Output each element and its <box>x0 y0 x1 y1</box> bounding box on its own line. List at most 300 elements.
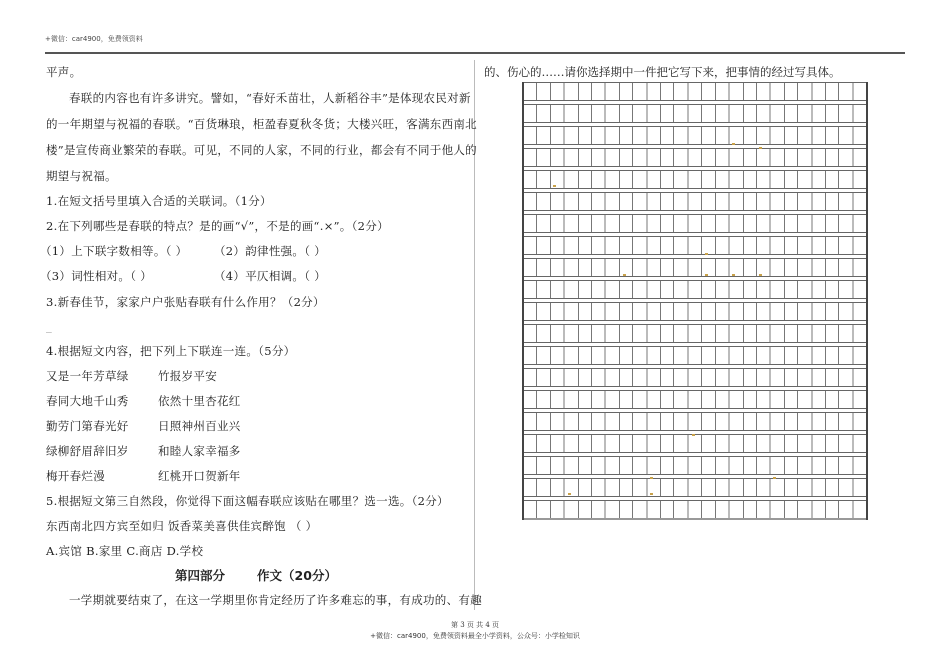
grid-cell[interactable] <box>633 501 647 518</box>
grid-cell[interactable] <box>633 391 647 408</box>
grid-cell[interactable] <box>592 215 606 232</box>
grid-cell[interactable] <box>730 281 743 298</box>
grid-cell[interactable] <box>716 435 730 452</box>
grid-cell[interactable] <box>524 303 537 320</box>
grid-cell[interactable] <box>744 127 757 144</box>
grid-cell[interactable] <box>702 237 715 254</box>
grid-cell[interactable] <box>565 413 578 430</box>
grid-cell[interactable] <box>606 501 619 518</box>
grid-cell[interactable] <box>839 457 853 474</box>
grid-cell[interactable] <box>716 479 730 496</box>
grid-cell[interactable] <box>606 193 619 210</box>
grid-cell[interactable] <box>661 479 674 496</box>
grid-cell[interactable] <box>689 149 702 166</box>
grid-cell[interactable] <box>592 171 606 188</box>
grid-cell[interactable] <box>716 369 730 386</box>
grid-cell[interactable] <box>730 347 743 364</box>
grid-cell[interactable] <box>689 259 702 276</box>
grid-cell[interactable] <box>537 259 550 276</box>
grid-cell[interactable] <box>702 435 715 452</box>
grid-cell[interactable] <box>661 457 674 474</box>
grid-cell[interactable] <box>661 171 674 188</box>
grid-cell[interactable] <box>716 501 730 518</box>
grid-cell[interactable] <box>606 237 619 254</box>
grid-cell[interactable] <box>565 105 578 122</box>
grid-cell[interactable] <box>730 83 743 100</box>
grid-cell[interactable] <box>606 457 619 474</box>
grid-cell[interactable] <box>661 83 674 100</box>
grid-cell[interactable] <box>551 83 565 100</box>
grid-cell[interactable] <box>771 369 784 386</box>
grid-cell[interactable] <box>689 171 702 188</box>
grid-cell[interactable] <box>744 303 757 320</box>
grid-cell[interactable] <box>633 105 647 122</box>
grid-cell[interactable] <box>771 325 784 342</box>
grid-cell[interactable] <box>674 501 688 518</box>
grid-cell[interactable] <box>606 347 619 364</box>
grid-cell[interactable] <box>620 325 633 342</box>
grid-cell[interactable] <box>813 391 826 408</box>
grid-cell[interactable] <box>661 215 674 232</box>
grid-cell[interactable] <box>579 391 592 408</box>
grid-cell[interactable] <box>757 325 771 342</box>
grid-cell[interactable] <box>537 83 550 100</box>
grid-cell[interactable] <box>579 369 592 386</box>
grid-cell[interactable] <box>674 83 688 100</box>
grid-cell[interactable] <box>579 281 592 298</box>
grid-cell[interactable] <box>771 303 784 320</box>
writing-grid[interactable] <box>522 82 868 520</box>
grid-cell[interactable] <box>537 149 550 166</box>
grid-cell[interactable] <box>771 391 784 408</box>
grid-cell[interactable] <box>633 127 647 144</box>
grid-cell[interactable] <box>689 347 702 364</box>
grid-cell[interactable] <box>839 369 853 386</box>
grid-cell[interactable] <box>661 435 674 452</box>
grid-cell[interactable] <box>565 171 578 188</box>
grid-cell[interactable] <box>730 435 743 452</box>
grid-cell[interactable] <box>744 259 757 276</box>
grid-cell[interactable] <box>771 501 784 518</box>
grid-cell[interactable] <box>537 369 550 386</box>
grid-cell[interactable] <box>826 149 839 166</box>
grid-cell[interactable] <box>826 369 839 386</box>
grid-cell[interactable] <box>565 215 578 232</box>
grid-cell[interactable] <box>592 237 606 254</box>
grid-cell[interactable] <box>661 501 674 518</box>
grid-cell[interactable] <box>702 193 715 210</box>
grid-cell[interactable] <box>854 105 866 122</box>
grid-cell[interactable] <box>661 105 674 122</box>
grid-cell[interactable] <box>620 501 633 518</box>
grid-cell[interactable] <box>826 413 839 430</box>
grid-cell[interactable] <box>551 105 565 122</box>
grid-cell[interactable] <box>854 215 866 232</box>
grid-cell[interactable] <box>854 171 866 188</box>
grid-cell[interactable] <box>551 325 565 342</box>
grid-cell[interactable] <box>730 127 743 144</box>
grid-cell[interactable] <box>565 127 578 144</box>
grid-cell[interactable] <box>689 435 702 452</box>
grid-cell[interactable] <box>785 325 798 342</box>
grid-cell[interactable] <box>592 501 606 518</box>
grid-cell[interactable] <box>606 435 619 452</box>
grid-cell[interactable] <box>757 435 771 452</box>
grid-cell[interactable] <box>606 479 619 496</box>
grid-cell[interactable] <box>798 215 812 232</box>
grid-cell[interactable] <box>565 435 578 452</box>
grid-cell[interactable] <box>551 281 565 298</box>
grid-cell[interactable] <box>702 105 715 122</box>
grid-cell[interactable] <box>730 193 743 210</box>
grid-cell[interactable] <box>826 325 839 342</box>
grid-cell[interactable] <box>826 127 839 144</box>
grid-cell[interactable] <box>744 457 757 474</box>
grid-cell[interactable] <box>785 215 798 232</box>
grid-cell[interactable] <box>537 325 550 342</box>
grid-cell[interactable] <box>648 413 661 430</box>
grid-cell[interactable] <box>826 391 839 408</box>
grid-cell[interactable] <box>674 303 688 320</box>
grid-cell[interactable] <box>813 457 826 474</box>
grid-cell[interactable] <box>854 369 866 386</box>
grid-cell[interactable] <box>839 149 853 166</box>
grid-cell[interactable] <box>565 325 578 342</box>
grid-cell[interactable] <box>854 127 866 144</box>
grid-cell[interactable] <box>854 259 866 276</box>
grid-cell[interactable] <box>524 479 537 496</box>
grid-cell[interactable] <box>771 171 784 188</box>
grid-cell[interactable] <box>592 325 606 342</box>
grid-cell[interactable] <box>661 303 674 320</box>
grid-cell[interactable] <box>674 237 688 254</box>
grid-cell[interactable] <box>716 413 730 430</box>
grid-cell[interactable] <box>674 325 688 342</box>
grid-cell[interactable] <box>537 413 550 430</box>
grid-cell[interactable] <box>689 105 702 122</box>
grid-cell[interactable] <box>606 171 619 188</box>
grid-cell[interactable] <box>620 127 633 144</box>
grid-cell[interactable] <box>798 303 812 320</box>
grid-cell[interactable] <box>785 281 798 298</box>
grid-cell[interactable] <box>702 501 715 518</box>
grid-cell[interactable] <box>771 83 784 100</box>
grid-cell[interactable] <box>551 413 565 430</box>
grid-cell[interactable] <box>798 325 812 342</box>
grid-cell[interactable] <box>592 259 606 276</box>
grid-cell[interactable] <box>537 171 550 188</box>
grid-cell[interactable] <box>689 391 702 408</box>
grid-cell[interactable] <box>826 435 839 452</box>
grid-cell[interactable] <box>537 479 550 496</box>
grid-cell[interactable] <box>674 105 688 122</box>
grid-cell[interactable] <box>689 193 702 210</box>
grid-cell[interactable] <box>565 259 578 276</box>
grid-cell[interactable] <box>633 325 647 342</box>
grid-cell[interactable] <box>854 435 866 452</box>
grid-cell[interactable] <box>757 347 771 364</box>
grid-cell[interactable] <box>565 281 578 298</box>
grid-cell[interactable] <box>620 435 633 452</box>
grid-cell[interactable] <box>648 83 661 100</box>
grid-cell[interactable] <box>579 193 592 210</box>
grid-cell[interactable] <box>592 303 606 320</box>
grid-cell[interactable] <box>579 457 592 474</box>
grid-cell[interactable] <box>798 413 812 430</box>
grid-cell[interactable] <box>716 259 730 276</box>
grid-cell[interactable] <box>798 369 812 386</box>
grid-cell[interactable] <box>798 281 812 298</box>
grid-cell[interactable] <box>620 347 633 364</box>
grid-cell[interactable] <box>689 303 702 320</box>
grid-cell[interactable] <box>757 105 771 122</box>
grid-cell[interactable] <box>579 237 592 254</box>
grid-cell[interactable] <box>633 237 647 254</box>
grid-cell[interactable] <box>689 413 702 430</box>
grid-cell[interactable] <box>702 171 715 188</box>
grid-cell[interactable] <box>813 215 826 232</box>
grid-cell[interactable] <box>565 501 578 518</box>
grid-cell[interactable] <box>606 259 619 276</box>
grid-cell[interactable] <box>757 171 771 188</box>
grid-cell[interactable] <box>839 325 853 342</box>
grid-cell[interactable] <box>854 193 866 210</box>
grid-cell[interactable] <box>551 347 565 364</box>
grid-cell[interactable] <box>785 435 798 452</box>
grid-cell[interactable] <box>592 105 606 122</box>
grid-cell[interactable] <box>785 83 798 100</box>
grid-cell[interactable] <box>674 259 688 276</box>
grid-cell[interactable] <box>606 105 619 122</box>
grid-cell[interactable] <box>537 193 550 210</box>
grid-cell[interactable] <box>813 369 826 386</box>
grid-cell[interactable] <box>565 391 578 408</box>
grid-cell[interactable] <box>674 457 688 474</box>
grid-cell[interactable] <box>839 303 853 320</box>
grid-cell[interactable] <box>565 369 578 386</box>
grid-cell[interactable] <box>633 369 647 386</box>
grid-cell[interactable] <box>592 369 606 386</box>
grid-cell[interactable] <box>798 105 812 122</box>
grid-cell[interactable] <box>674 215 688 232</box>
grid-cell[interactable] <box>524 391 537 408</box>
grid-cell[interactable] <box>633 435 647 452</box>
grid-cell[interactable] <box>813 303 826 320</box>
grid-cell[interactable] <box>661 259 674 276</box>
grid-cell[interactable] <box>798 149 812 166</box>
grid-cell[interactable] <box>620 413 633 430</box>
grid-cell[interactable] <box>620 215 633 232</box>
grid-cell[interactable] <box>757 127 771 144</box>
grid-cell[interactable] <box>839 347 853 364</box>
grid-cell[interactable] <box>771 259 784 276</box>
grid-cell[interactable] <box>551 215 565 232</box>
grid-cell[interactable] <box>674 281 688 298</box>
grid-cell[interactable] <box>524 325 537 342</box>
grid-cell[interactable] <box>730 457 743 474</box>
grid-cell[interactable] <box>744 347 757 364</box>
grid-cell[interactable] <box>813 171 826 188</box>
grid-cell[interactable] <box>551 479 565 496</box>
grid-cell[interactable] <box>744 479 757 496</box>
grid-cell[interactable] <box>524 193 537 210</box>
grid-cell[interactable] <box>798 435 812 452</box>
grid-cell[interactable] <box>798 237 812 254</box>
grid-cell[interactable] <box>620 391 633 408</box>
grid-cell[interactable] <box>524 149 537 166</box>
grid-cell[interactable] <box>854 391 866 408</box>
grid-cell[interactable] <box>744 149 757 166</box>
grid-cell[interactable] <box>716 347 730 364</box>
grid-cell[interactable] <box>757 193 771 210</box>
grid-cell[interactable] <box>537 435 550 452</box>
grid-cell[interactable] <box>648 391 661 408</box>
grid-cell[interactable] <box>757 83 771 100</box>
grid-cell[interactable] <box>798 391 812 408</box>
grid-cell[interactable] <box>744 501 757 518</box>
grid-cell[interactable] <box>551 391 565 408</box>
grid-cell[interactable] <box>524 501 537 518</box>
grid-cell[interactable] <box>661 149 674 166</box>
grid-cell[interactable] <box>537 237 550 254</box>
grid-cell[interactable] <box>757 501 771 518</box>
grid-cell[interactable] <box>854 457 866 474</box>
grid-cell[interactable] <box>702 127 715 144</box>
grid-cell[interactable] <box>839 479 853 496</box>
grid-cell[interactable] <box>785 303 798 320</box>
grid-cell[interactable] <box>771 479 784 496</box>
grid-cell[interactable] <box>702 457 715 474</box>
grid-cell[interactable] <box>648 171 661 188</box>
grid-cell[interactable] <box>524 369 537 386</box>
grid-cell[interactable] <box>537 347 550 364</box>
grid-cell[interactable] <box>839 501 853 518</box>
grid-cell[interactable] <box>813 237 826 254</box>
grid-cell[interactable] <box>648 281 661 298</box>
grid-cell[interactable] <box>744 171 757 188</box>
grid-cell[interactable] <box>702 149 715 166</box>
grid-cell[interactable] <box>771 127 784 144</box>
grid-cell[interactable] <box>757 479 771 496</box>
grid-cell[interactable] <box>771 281 784 298</box>
grid-cell[interactable] <box>744 215 757 232</box>
grid-cell[interactable] <box>813 83 826 100</box>
grid-cell[interactable] <box>689 215 702 232</box>
grid-cell[interactable] <box>606 281 619 298</box>
grid-cell[interactable] <box>826 457 839 474</box>
grid-cell[interactable] <box>592 435 606 452</box>
grid-cell[interactable] <box>620 259 633 276</box>
grid-cell[interactable] <box>730 479 743 496</box>
grid-cell[interactable] <box>606 303 619 320</box>
grid-cell[interactable] <box>551 457 565 474</box>
grid-cell[interactable] <box>524 83 537 100</box>
grid-cell[interactable] <box>716 237 730 254</box>
grid-cell[interactable] <box>648 369 661 386</box>
grid-cell[interactable] <box>648 325 661 342</box>
grid-cell[interactable] <box>579 259 592 276</box>
grid-cell[interactable] <box>702 479 715 496</box>
grid-cell[interactable] <box>839 391 853 408</box>
grid-cell[interactable] <box>579 303 592 320</box>
grid-cell[interactable] <box>674 171 688 188</box>
grid-cell[interactable] <box>620 149 633 166</box>
grid-cell[interactable] <box>674 391 688 408</box>
grid-cell[interactable] <box>744 237 757 254</box>
grid-cell[interactable] <box>798 171 812 188</box>
grid-cell[interactable] <box>813 325 826 342</box>
grid-cell[interactable] <box>785 479 798 496</box>
grid-cell[interactable] <box>826 171 839 188</box>
grid-cell[interactable] <box>730 369 743 386</box>
grid-cell[interactable] <box>537 127 550 144</box>
grid-cell[interactable] <box>771 149 784 166</box>
grid-cell[interactable] <box>771 413 784 430</box>
grid-cell[interactable] <box>592 83 606 100</box>
grid-cell[interactable] <box>771 347 784 364</box>
grid-cell[interactable] <box>648 501 661 518</box>
grid-cell[interactable] <box>524 127 537 144</box>
grid-cell[interactable] <box>826 193 839 210</box>
grid-cell[interactable] <box>524 413 537 430</box>
grid-cell[interactable] <box>730 413 743 430</box>
grid-cell[interactable] <box>592 413 606 430</box>
grid-cell[interactable] <box>592 457 606 474</box>
grid-cell[interactable] <box>730 303 743 320</box>
grid-cell[interactable] <box>592 193 606 210</box>
grid-cell[interactable] <box>854 281 866 298</box>
grid-cell[interactable] <box>744 391 757 408</box>
grid-cell[interactable] <box>674 369 688 386</box>
grid-cell[interactable] <box>661 413 674 430</box>
answer-line[interactable]: _ <box>46 319 53 333</box>
grid-cell[interactable] <box>757 281 771 298</box>
grid-cell[interactable] <box>537 281 550 298</box>
grid-cell[interactable] <box>716 105 730 122</box>
grid-cell[interactable] <box>785 501 798 518</box>
grid-cell[interactable] <box>648 303 661 320</box>
grid-cell[interactable] <box>785 347 798 364</box>
grid-cell[interactable] <box>854 237 866 254</box>
grid-cell[interactable] <box>620 303 633 320</box>
grid-cell[interactable] <box>839 237 853 254</box>
grid-cell[interactable] <box>661 237 674 254</box>
grid-cell[interactable] <box>633 83 647 100</box>
grid-cell[interactable] <box>689 237 702 254</box>
grid-cell[interactable] <box>785 127 798 144</box>
grid-cell[interactable] <box>633 215 647 232</box>
grid-cell[interactable] <box>689 369 702 386</box>
grid-cell[interactable] <box>854 83 866 100</box>
grid-cell[interactable] <box>757 413 771 430</box>
grid-cell[interactable] <box>785 193 798 210</box>
grid-cell[interactable] <box>702 413 715 430</box>
grid-cell[interactable] <box>730 149 743 166</box>
grid-cell[interactable] <box>620 83 633 100</box>
grid-cell[interactable] <box>839 171 853 188</box>
grid-cell[interactable] <box>716 325 730 342</box>
grid-cell[interactable] <box>579 435 592 452</box>
grid-cell[interactable] <box>716 303 730 320</box>
grid-cell[interactable] <box>757 457 771 474</box>
grid-cell[interactable] <box>537 457 550 474</box>
grid-cell[interactable] <box>551 149 565 166</box>
grid-cell[interactable] <box>839 215 853 232</box>
grid-cell[interactable] <box>592 391 606 408</box>
grid-cell[interactable] <box>565 457 578 474</box>
grid-cell[interactable] <box>565 237 578 254</box>
grid-cell[interactable] <box>744 105 757 122</box>
